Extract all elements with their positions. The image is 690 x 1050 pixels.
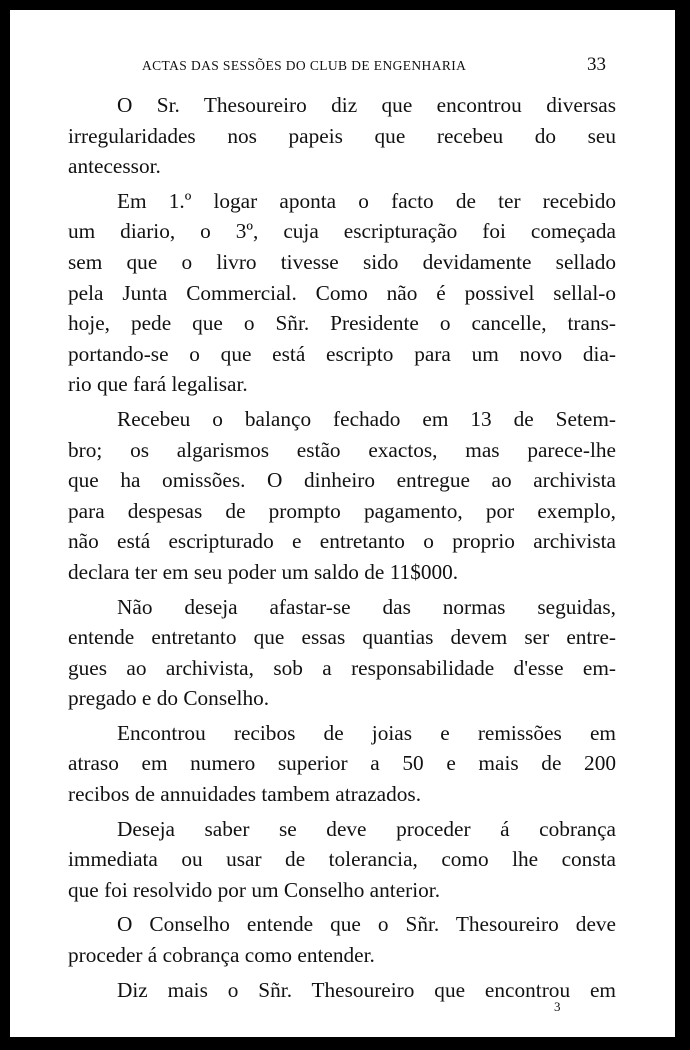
paragraph <box>68 975 616 1006</box>
paragraph <box>68 186 616 400</box>
text-line: que foi resolvido por um Conselho anterior. <box>68 877 441 902</box>
text-line: Recebeu o balanço fechado em 13 de Setem- <box>117 406 616 431</box>
text-line: declara ter em seu poder um saldo de 11$000. <box>68 559 459 584</box>
text-line: para despesas de prompto pagamento, por exemplo, <box>68 498 616 523</box>
text-line: O Sr. Thesoureiro diz que encontrou diversas <box>117 93 616 117</box>
running-title: ACTAS DAS SESSÕES DO CLUB DE ENGENHARIA <box>142 58 467 73</box>
paragraph <box>68 909 616 970</box>
text-line: Em 1.º logar aponta o facto de ter recebido <box>117 188 616 213</box>
text-line: pregado e do Conselho. <box>68 686 270 711</box>
text-line: irregularidades nos papeis que recebeu do seu <box>68 123 616 148</box>
paragraph <box>68 718 616 810</box>
paragraph <box>68 90 616 182</box>
text-line: sem que o livro tivesse sido devidamente sellado <box>68 249 616 274</box>
text-line: portando-se o que está escripto para um novo dia- <box>68 341 616 366</box>
text-line: O Conselho entende que o Sñr. Thesoureiro deve <box>117 912 616 937</box>
text-line: Encontrou recibos de joias e remissões em <box>117 720 616 745</box>
text-line: hoje, pede que o Sñr. Presidente o cancelle, trans- <box>68 311 616 336</box>
book-page <box>10 10 675 1037</box>
text-line: antecessor. <box>68 154 161 179</box>
text-line: recibos de annuidades tambem atrazados. <box>68 782 422 807</box>
text-line: Diz mais o Sñr. Thesoureiro que encontrou em <box>117 977 616 1002</box>
body-text <box>68 90 616 1009</box>
text-line: Deseja saber se deve proceder á cobrança <box>117 816 616 841</box>
signature-mark: 3 <box>554 999 561 1014</box>
text-line: que ha omissões. O dinheiro entregue ao archivista <box>68 468 616 493</box>
text-line: não está escripturado e entretanto o proprio archivista <box>68 529 616 554</box>
text-line: proceder á cobrança como entender. <box>68 943 375 968</box>
text-line: pela Junta Commercial. Como não é possivel sellal-o <box>68 280 616 305</box>
text-line: um diario, o 3º, cuja escripturação foi começada <box>68 219 616 244</box>
paragraph <box>68 592 616 714</box>
text-line: gues ao archivista, sob a responsabilidade d'esse em- <box>68 655 616 680</box>
paragraph <box>68 404 616 588</box>
paragraph <box>68 814 616 906</box>
text-line: rio que fará legalisar. <box>68 372 248 397</box>
page-number: 33 <box>587 54 606 75</box>
running-head <box>10 52 675 80</box>
text-line: immediata ou usar de tolerancia, como lhe consta <box>68 847 616 872</box>
text-line: Não deseja afastar-se das normas seguidas, <box>117 594 616 619</box>
text-line: bro; os algarismos estão exactos, mas parece-lhe <box>68 437 616 462</box>
text-line: entende entretanto que essas quantias devem ser entre- <box>68 625 616 650</box>
text-line: atraso em numero superior a 50 e mais de 200 <box>68 751 616 776</box>
